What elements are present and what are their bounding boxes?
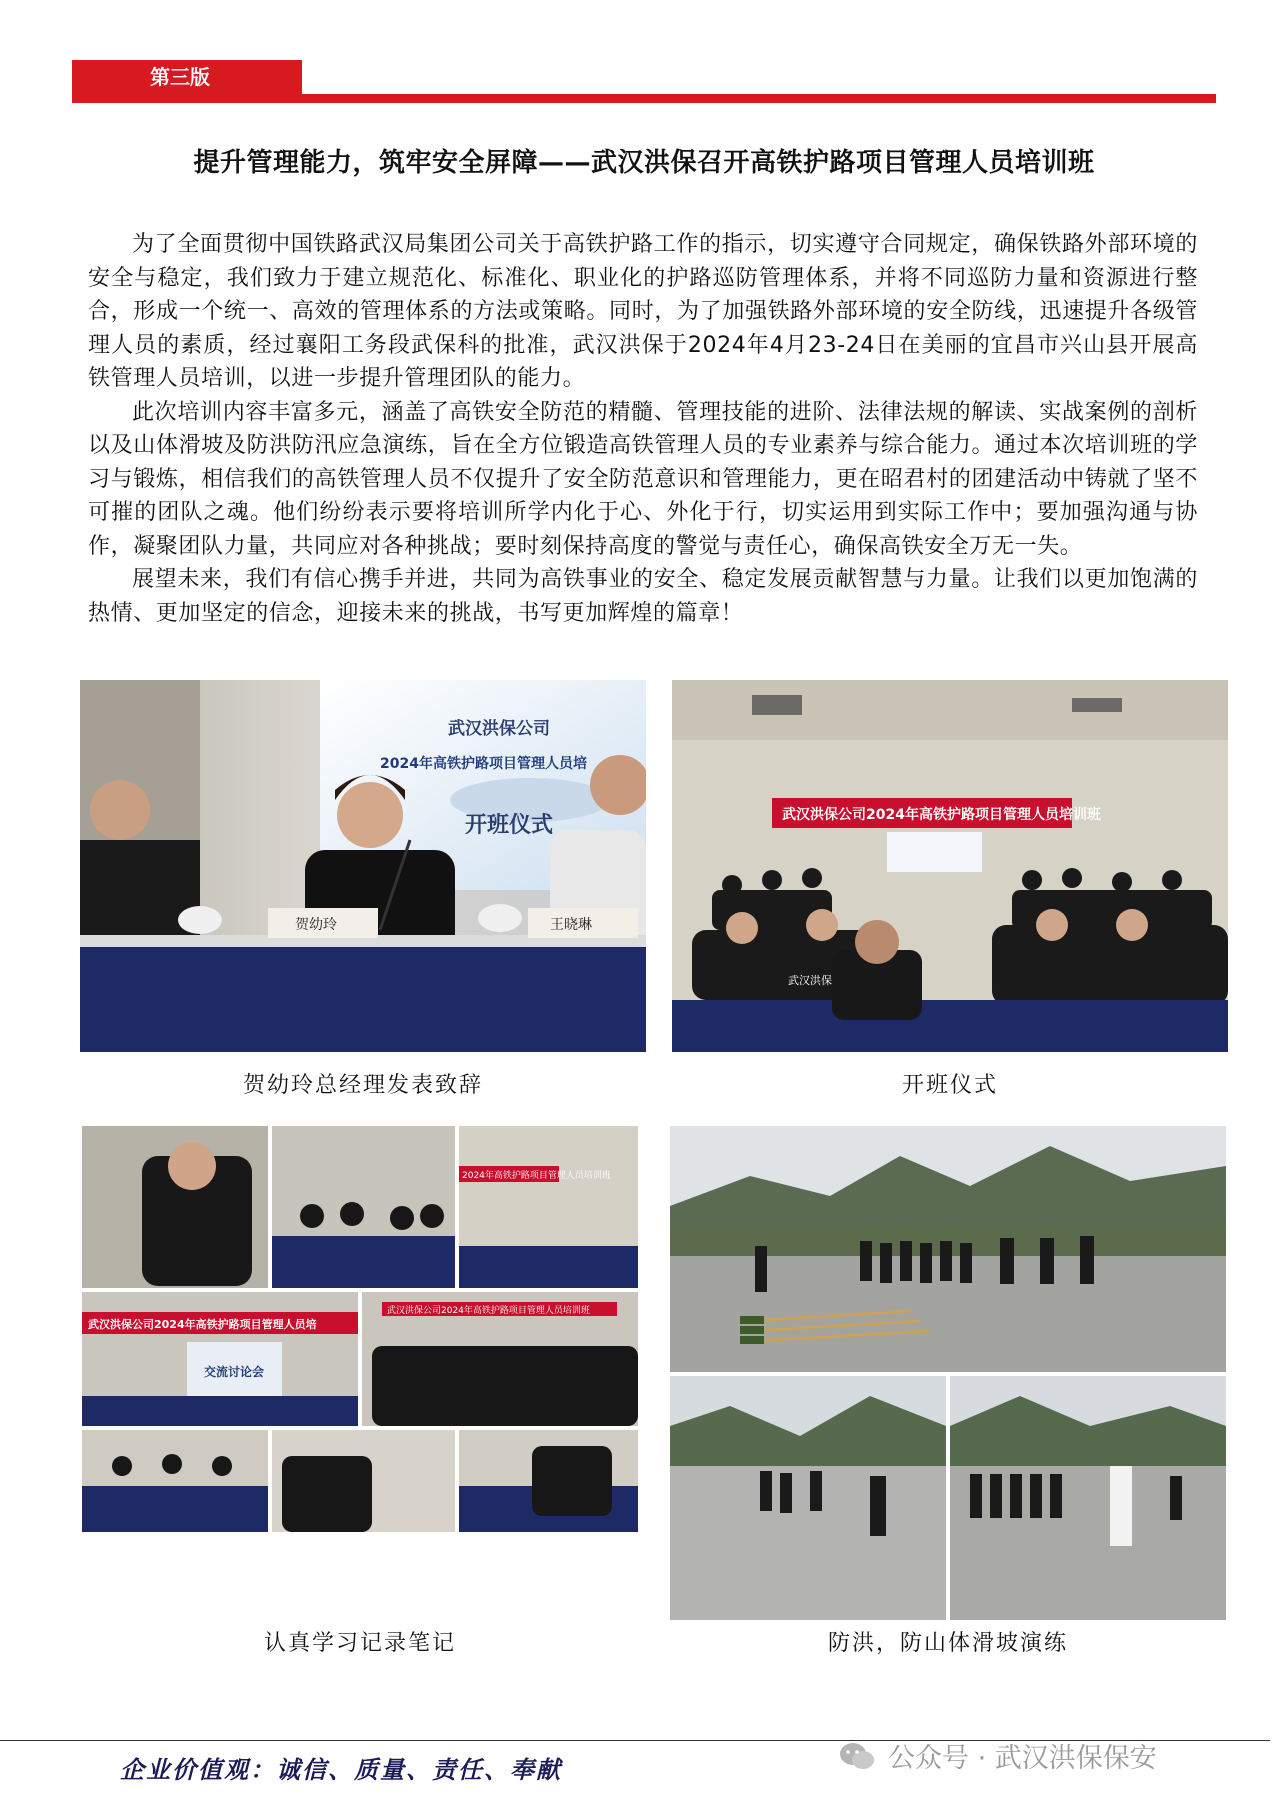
caption-drill: 防洪，防山体滑坡演练 bbox=[827, 1631, 1068, 1656]
screen-ceremony-text: 开班仪式 bbox=[465, 813, 554, 838]
study-screen-discussion: 交流讨论会 bbox=[204, 1365, 265, 1379]
article-paragraph-1: 为了全面贯彻中国铁路武汉局集团公司关于高铁护路工作的指示，切实遵守合同规定，确保铁路外部环境的安全与稳定，我们致力于建立规范化、标准化、职业化的护路巡防管理体系，并将不同巡防力量和资源进行整合，形成一个统一、高效的管理体系的方法或策略。同时，为了加强铁路外部环境的安全防线，迅速提升各级管理人员的素质，经过襄阳工务段武保科的批准，武汉洪保于2024年4月23-24日在美丽的宜昌市兴山县开展高铁管理人员培训，以进一步提升管理团队的能力。 bbox=[88, 232, 1198, 391]
caption-ceremony: 开班仪式 bbox=[901, 1073, 998, 1098]
article-paragraph-2: 此次培训内容丰富多元，涵盖了高铁安全防范的精髓、管理技能的进阶、法律法规的解读、实战案例的剖析以及山体滑坡及防洪防汛应急演练，旨在全方位锻造高铁管理人员的专业素养与综合能力。通过本次培训班的学习与锻炼，相信我们的高铁管理人员不仅提升了安全防范意识和管理能力，更在昭君村的团建活动中铸就了坚不可摧的团队之魂。他们纷纷表示要将培训所学内化于心、外化于行，切实运用到实际工作中；要加强沟通与协作，凝聚团队力量，共同应对各种挑战；要时刻保持高度的警觉与责任心，确保高铁安全万无一失。 bbox=[88, 399, 1198, 559]
edition-tab: 第三版 bbox=[72, 60, 302, 94]
study-banner-3: 武汉洪保公司2024年高铁护路项目管理人员培训班 bbox=[387, 1306, 590, 1316]
jacket-text: 武汉洪保 bbox=[788, 974, 832, 987]
screen-company-text: 武汉洪保公司 bbox=[448, 719, 550, 739]
screen-title-text: 2024年高铁护路项目管理人员培 bbox=[380, 756, 587, 772]
caption-speech: 贺幼玲总经理发表致辞 bbox=[242, 1073, 483, 1098]
wechat-icon bbox=[838, 1741, 876, 1771]
article-headline: 提升管理能力，筑牢安全屏障——武汉洪保召开高铁护路项目管理人员培训班 bbox=[193, 148, 1095, 178]
caption-study: 认真学习记录笔记 bbox=[263, 1631, 456, 1656]
photo-ceremony bbox=[672, 680, 1228, 1052]
photo-speech bbox=[80, 680, 646, 1052]
article-paragraph-3: 展望未来，我们有信心携手并进，共同为高铁事业的安全、稳定发展贡献智慧与力量。让我们以更加饱满的热情、更加坚定的信念，迎接未来的挑战，书写更加辉煌的篇章！ bbox=[88, 567, 1198, 626]
photo-study-collage bbox=[82, 1126, 638, 1532]
nameplate-right: 王晓琳 bbox=[550, 917, 592, 933]
ceremony-banner: 武汉洪保公司2024年高铁护路项目管理人员培训班 bbox=[782, 807, 1101, 823]
nameplate-left: 贺幼玲 bbox=[295, 917, 337, 933]
photo-drill-collage bbox=[670, 1126, 1226, 1620]
study-banner-1: 2024年高铁护路项目管理人员培训班 bbox=[462, 1171, 611, 1181]
wechat-watermark bbox=[838, 1736, 1157, 1775]
edition-rule bbox=[72, 94, 1216, 103]
corporate-values: 企业价值观：诚信、质量、责任、奉献 bbox=[120, 1755, 562, 1784]
wechat-account-name: 公众号 · 武汉洪保保安 bbox=[888, 1743, 1157, 1774]
study-banner-2: 武汉洪保公司2024年高铁护路项目管理人员培 bbox=[88, 1318, 317, 1331]
article-body bbox=[88, 228, 1198, 630]
